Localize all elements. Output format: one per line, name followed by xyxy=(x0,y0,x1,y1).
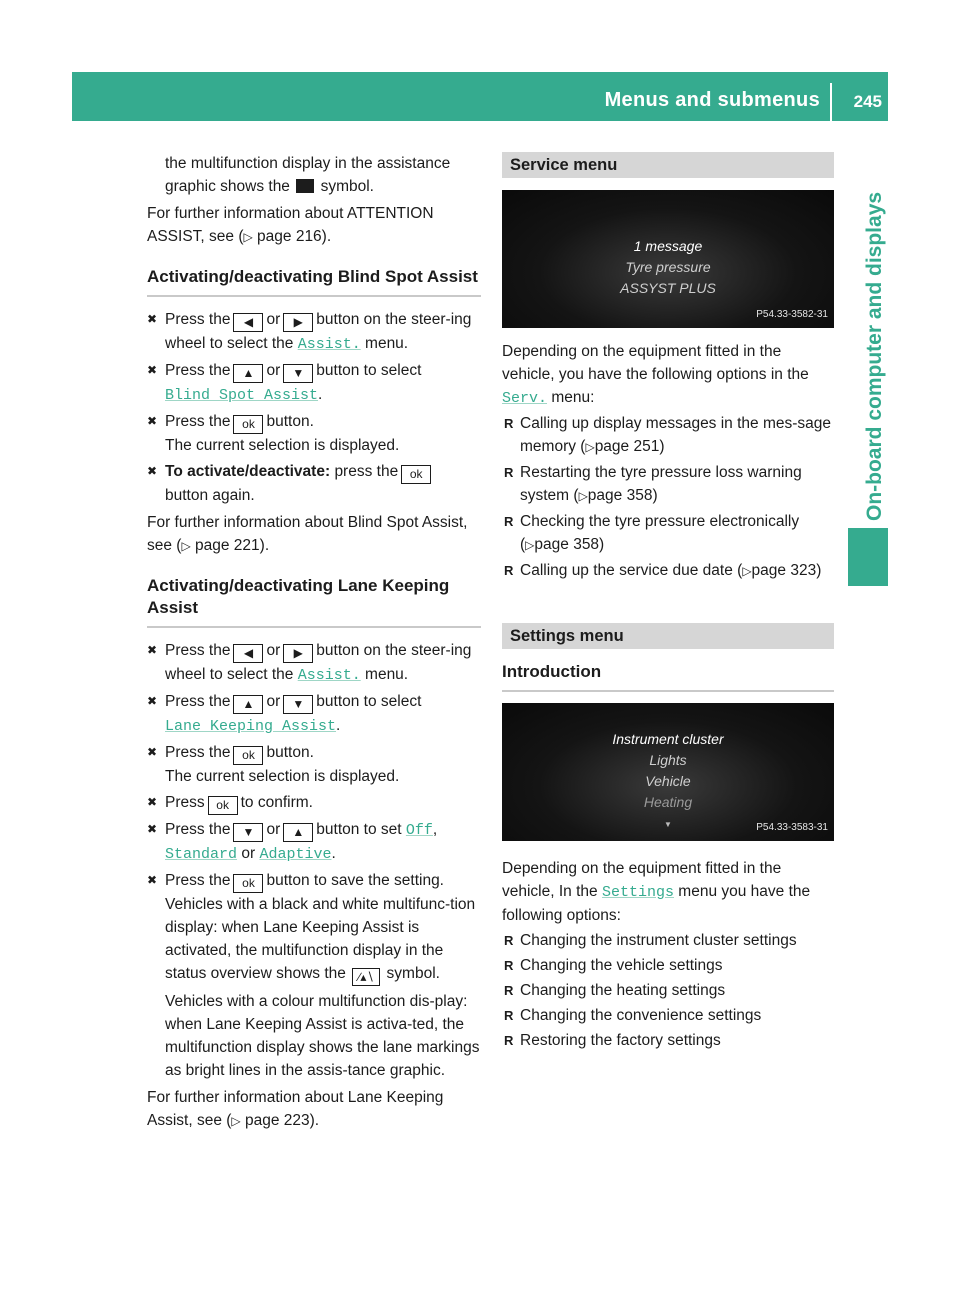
ok-button-icon: ok xyxy=(233,415,263,434)
list-item: R Restarting the tyre pressure loss warning system (▷page 358) xyxy=(502,461,834,508)
chapter-tab-label: On-board computer and displays xyxy=(863,191,886,521)
intro-paragraph xyxy=(147,152,481,198)
menu-term: Serv. xyxy=(502,390,548,407)
page-ref-arrow-icon: ▷ xyxy=(742,564,752,578)
settings-options-list xyxy=(502,929,834,1052)
scroll-down-icon: ▼ xyxy=(664,820,672,829)
list-item: R Changing the vehicle settings xyxy=(502,954,834,977)
display-line: Instrument cluster xyxy=(612,731,724,747)
menu-term: Assist. xyxy=(297,667,361,684)
list-item: R Checking the tyre pressure electronically (▷page 358) xyxy=(502,510,834,557)
service-intro: Depending on the equipment fitted in the vehicle, you have the following options in the Serv. menu: xyxy=(502,343,809,407)
image-caption: P54.33-3582-31 xyxy=(756,309,828,320)
right-column xyxy=(502,152,834,1052)
display-line: Tyre pressure xyxy=(625,259,711,275)
up-button-icon: ▲ xyxy=(283,823,313,842)
page-ref-arrow-icon: ▷ xyxy=(578,489,588,503)
service-options-list xyxy=(502,412,834,583)
list-item: R Changing the instrument cluster settings xyxy=(502,929,834,952)
chapter-tab xyxy=(838,121,888,586)
lane-keeping-icon: ∕▴∖ xyxy=(352,968,380,986)
menu-term: Settings xyxy=(601,884,674,901)
left-column xyxy=(147,152,481,1133)
list-item: R Restoring the factory settings xyxy=(502,1029,834,1052)
page-link[interactable]: page 216). xyxy=(257,228,332,245)
list-item: R Changing the heating settings xyxy=(502,979,834,1002)
introduction-heading: Introduction xyxy=(502,661,834,692)
ok-button-icon: ok xyxy=(401,465,431,484)
service-menu-screenshot xyxy=(502,190,834,328)
settings-intro: Depending on the equipment fitted in the vehicle, In the Settings menu you have the following options: xyxy=(502,860,811,924)
image-caption: P54.33-3583-31 xyxy=(756,822,828,833)
page-link[interactable]: page 223). xyxy=(244,1112,320,1129)
right-button-icon: ▶ xyxy=(283,644,313,663)
step: ✖ To activate/deactivate: press the ok button again. xyxy=(147,460,481,507)
ok-button-icon: ok xyxy=(233,746,263,765)
menu-term: Standard xyxy=(165,846,238,863)
page-link[interactable]: page 358) xyxy=(587,487,658,504)
display-line: Lights xyxy=(649,752,687,768)
ok-button-icon: ok xyxy=(208,796,238,815)
display-line: 1 message xyxy=(633,238,703,254)
up-button-icon: ▲ xyxy=(233,695,263,714)
display-line: ASSYST PLUS xyxy=(620,280,716,296)
intro-text: graphic shows the xyxy=(165,178,290,195)
menu-term: Blind Spot Assist xyxy=(165,387,319,404)
down-button-icon: ▼ xyxy=(283,364,313,383)
step: ✖ Press the ▼ or ▲ button to set Off, Standard or Adaptive. xyxy=(147,818,481,866)
display-line: Vehicle xyxy=(645,773,691,789)
left-button-icon: ◀ xyxy=(233,313,263,332)
right-button-icon: ▶ xyxy=(283,313,313,332)
reference-text: For further information about ATTENTION ASSIST, see ( xyxy=(147,205,434,245)
menu-term: Off xyxy=(405,822,433,839)
settings-menu-heading: Settings menu xyxy=(502,623,834,649)
up-button-icon: ▲ xyxy=(233,364,263,383)
list-item: R Calling up display messages in the mes-sage memory (▷page 251) xyxy=(502,412,834,459)
ok-button-icon: ok xyxy=(233,874,263,893)
display-line: Heating xyxy=(643,794,693,810)
colour-display-note: Vehicles with a colour multifunction dis-play: when Lane Keeping Assist is activa-ted, the multifunction display shows the lane markings as bright lines in the assis-tance graphic. xyxy=(165,993,480,1079)
step: ✖ Press the ▲ or ▼ button to select Lane Keeping Assist. xyxy=(147,690,481,738)
page-ref-arrow-icon: ▷ xyxy=(585,440,595,454)
menu-term: Adaptive xyxy=(259,846,332,863)
attention-off-icon xyxy=(296,179,314,193)
intro-text: symbol. xyxy=(320,178,374,195)
page-ref-arrow-icon: ▷ xyxy=(231,1114,241,1128)
step: ✖ Press the ok button to save the setting. Vehicles with a black and white multifunc-tion display: when Lane Keeping Assist is activated, the multifunction display in the status overview shows the ∕▴∖ symbol. Vehicles with a colour multifunction dis-play: when Lane Keeping Assist is activa-ted, the multifunction display shows the lane markings as bright lines in the assis-tance graphic. xyxy=(147,869,481,1082)
menu-term: Assist. xyxy=(297,336,361,353)
attention-reference xyxy=(147,202,481,249)
blind-spot-reference: For further information about Blind Spot Assist, see (▷ page 221). xyxy=(147,514,468,554)
intro-text: the multifunction display in the assistance xyxy=(165,155,451,172)
page-ref-arrow-icon: ▷ xyxy=(181,539,191,553)
step: ✖ Press ok to confirm. xyxy=(147,791,481,815)
section-title: Menus and submenus xyxy=(604,89,820,111)
page-number: 245 xyxy=(853,92,882,111)
service-menu-heading: Service menu xyxy=(502,152,834,178)
step: ✖ Press the ok button. The current selection is displayed. xyxy=(147,410,481,457)
list-item: R Calling up the service due date (▷page 323) xyxy=(502,559,834,583)
left-button-icon: ◀ xyxy=(233,644,263,663)
down-button-icon: ▼ xyxy=(283,695,313,714)
page-ref-arrow-icon: ▷ xyxy=(525,538,535,552)
menu-term: Lane Keeping Assist xyxy=(165,718,337,735)
list-item: R Changing the convenience settings xyxy=(502,1004,834,1027)
page-link[interactable]: page 251) xyxy=(594,438,665,455)
step: ✖ Press the ◀ or ▶ button on the steer-ing wheel to select the Assist. menu. xyxy=(147,639,481,687)
step: ✖ Press the ◀ or ▶ button on the steer-ing wheel to select the Assist. menu. xyxy=(147,308,481,356)
step: ✖ Press the ok button. The current selection is displayed. xyxy=(147,741,481,788)
lane-keeping-reference: For further information about Lane Keeping Assist, see (▷ page 223). xyxy=(147,1089,444,1129)
lane-keeping-heading: Activating/deactivating Lane Keeping Assist xyxy=(147,575,481,628)
blind-spot-heading: Activating/deactivating Blind Spot Assist xyxy=(147,266,481,297)
page-link[interactable]: page 358) xyxy=(534,536,605,553)
step: ✖ Press the ▲ or ▼ button to select Blind Spot Assist. xyxy=(147,359,481,407)
page-link[interactable]: page 221). xyxy=(195,537,270,554)
page-ref-arrow-icon: ▷ xyxy=(243,230,253,244)
chapter-marker xyxy=(848,528,888,586)
page-link[interactable]: page 323) xyxy=(751,562,822,579)
header-bar xyxy=(72,72,888,121)
down-button-icon: ▼ xyxy=(233,823,263,842)
settings-menu-screenshot xyxy=(502,703,834,841)
header-divider xyxy=(830,83,832,121)
